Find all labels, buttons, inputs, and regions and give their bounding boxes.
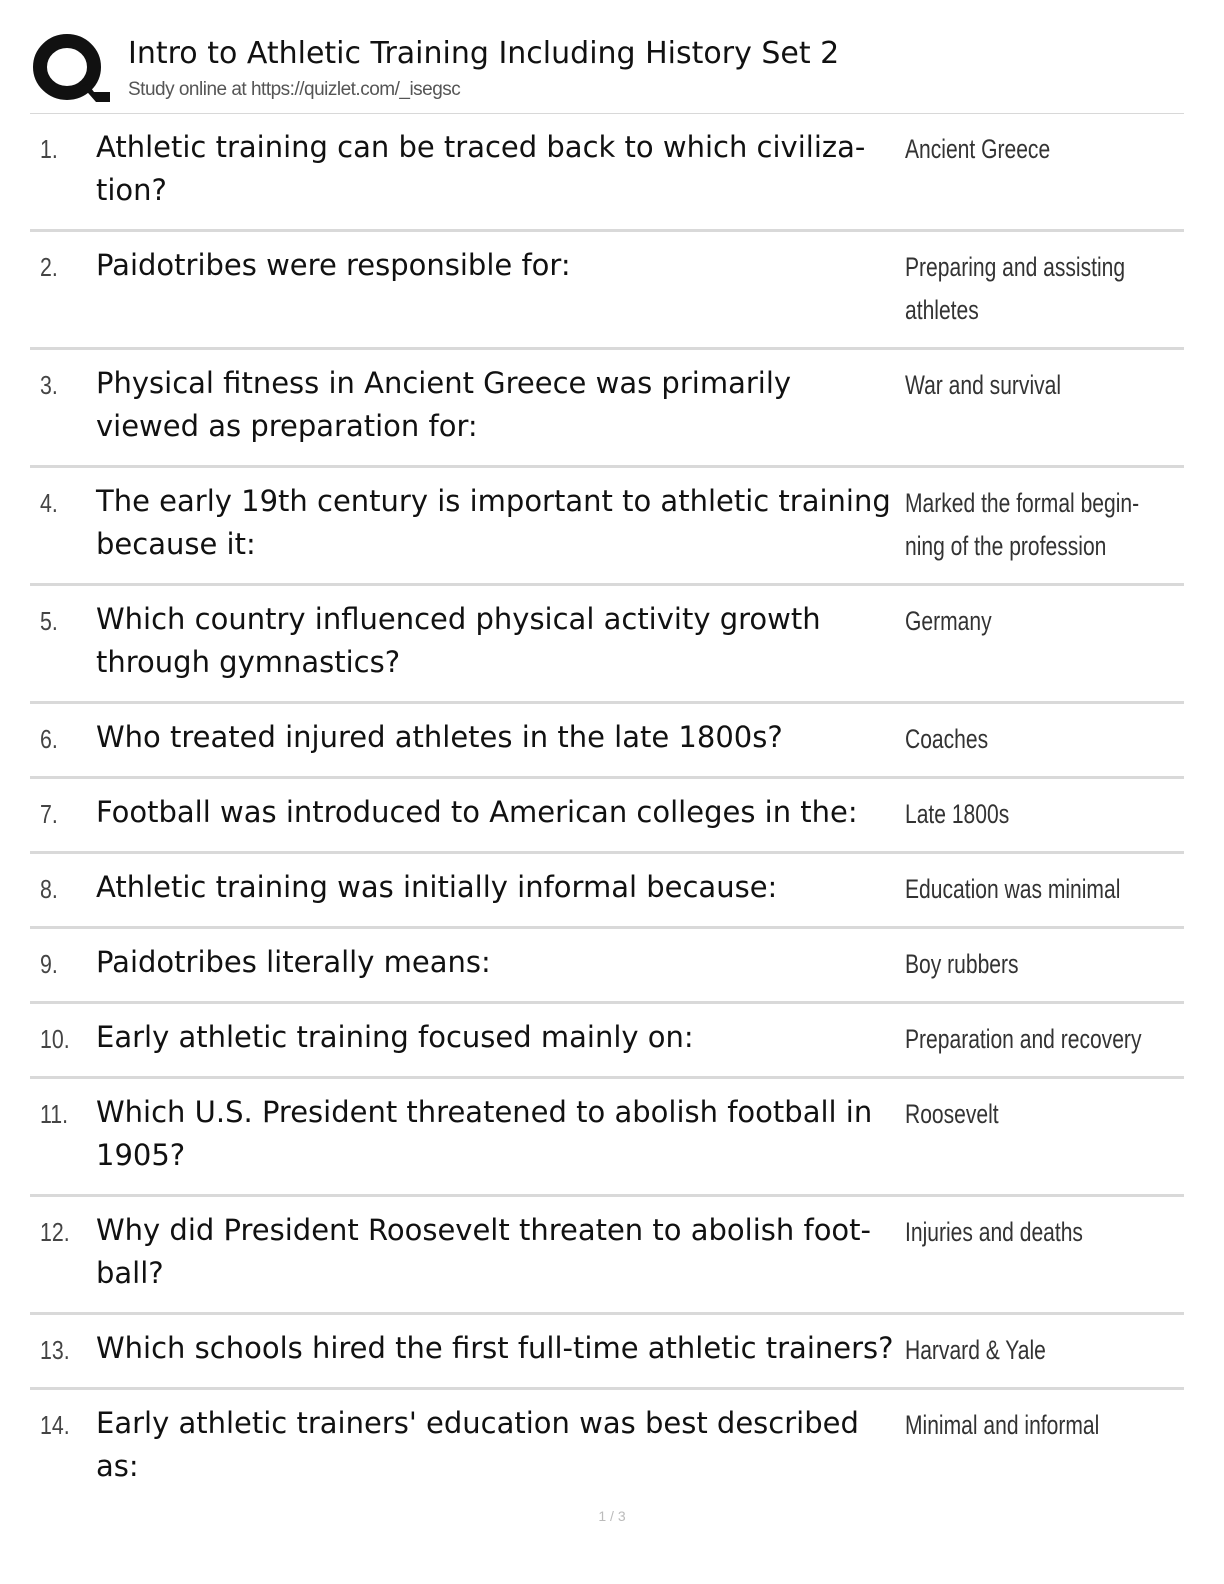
card-row — [30, 854, 1184, 929]
card-row — [30, 1004, 1184, 1079]
card-number: 12. — [40, 1217, 70, 1247]
page-title: Intro to Athletic Training Including History Set 2 — [128, 36, 840, 71]
card-answer: Germany — [905, 606, 992, 636]
flashcard-list — [30, 114, 1184, 1508]
card-question: Early athletic training focused mainly on: — [96, 1020, 694, 1054]
card-number: 1. — [40, 134, 58, 164]
card-question: Who treated injured athletes in the late 1800s? — [96, 720, 783, 754]
card-answer: Coaches — [905, 724, 989, 754]
card-answer: Marked the formal begin-ning of the profession — [905, 488, 1140, 561]
card-number: 10. — [40, 1024, 70, 1054]
study-online-link[interactable]: Study online at https://quizlet.com/_isegsc — [128, 79, 461, 100]
card-number: 4. — [40, 488, 58, 518]
card-row — [30, 1315, 1184, 1390]
page-header — [30, 30, 1190, 114]
card-question: Which U.S. President threatened to abolish football in 1905? — [96, 1095, 873, 1172]
card-row — [30, 1390, 1184, 1508]
card-number: 8. — [40, 874, 58, 904]
card-answer: Preparing and assisting athletes — [905, 252, 1126, 325]
card-number: 14. — [40, 1410, 70, 1440]
card-question: Why did President Roosevelt threaten to abolish foot-ball? — [96, 1213, 872, 1290]
card-answer: Roosevelt — [905, 1099, 999, 1129]
card-number: 5. — [40, 606, 58, 636]
card-row — [30, 704, 1184, 779]
page-indicator: 1 / 3 — [598, 1508, 626, 1524]
card-row — [30, 586, 1184, 704]
card-number: 6. — [40, 724, 58, 754]
card-row — [30, 232, 1184, 350]
card-answer: Education was minimal — [905, 874, 1121, 904]
card-question: Paidotribes literally means: — [96, 945, 491, 979]
card-row — [30, 468, 1184, 586]
card-answer: Minimal and informal — [905, 1410, 1100, 1440]
card-answer: Harvard & Yale — [905, 1335, 1046, 1365]
card-number: 13. — [40, 1335, 70, 1365]
card-question: Which schools hired the first full-time athletic trainers? — [96, 1331, 894, 1365]
card-row — [30, 1079, 1184, 1197]
card-row — [30, 779, 1184, 854]
card-answer: Preparation and recovery — [905, 1024, 1142, 1054]
card-row — [30, 350, 1184, 468]
card-row — [30, 929, 1184, 1004]
quizlet-q-logo-icon — [30, 30, 110, 110]
card-question: Athletic training can be traced back to which civiliza-tion? — [96, 130, 866, 207]
card-question: Physical fitness in Ancient Greece was primarily viewed as preparation for: — [96, 366, 792, 443]
card-number: 9. — [40, 949, 58, 979]
card-answer: Boy rubbers — [905, 949, 1019, 979]
card-row — [30, 114, 1184, 232]
card-question: Athletic training was initially informal because: — [96, 870, 778, 904]
card-number: 3. — [40, 370, 58, 400]
card-number: 7. — [40, 799, 58, 829]
card-question: Paidotribes were responsible for: — [96, 248, 571, 282]
card-question: Which country influenced physical activity growth through gymnastics? — [96, 602, 821, 679]
card-question: Early athletic trainers' education was best described as: — [96, 1406, 859, 1483]
card-answer: War and survival — [905, 370, 1062, 400]
card-number: 2. — [40, 252, 58, 282]
card-answer: Injuries and deaths — [905, 1217, 1083, 1247]
card-question: Football was introduced to American colleges in the: — [96, 795, 858, 829]
card-number: 11. — [40, 1099, 69, 1129]
card-answer: Ancient Greece — [905, 134, 1051, 164]
card-answer: Late 1800s — [905, 799, 1010, 829]
card-question: The early 19th century is important to athletic training because it: — [96, 484, 891, 561]
card-row — [30, 1197, 1184, 1315]
